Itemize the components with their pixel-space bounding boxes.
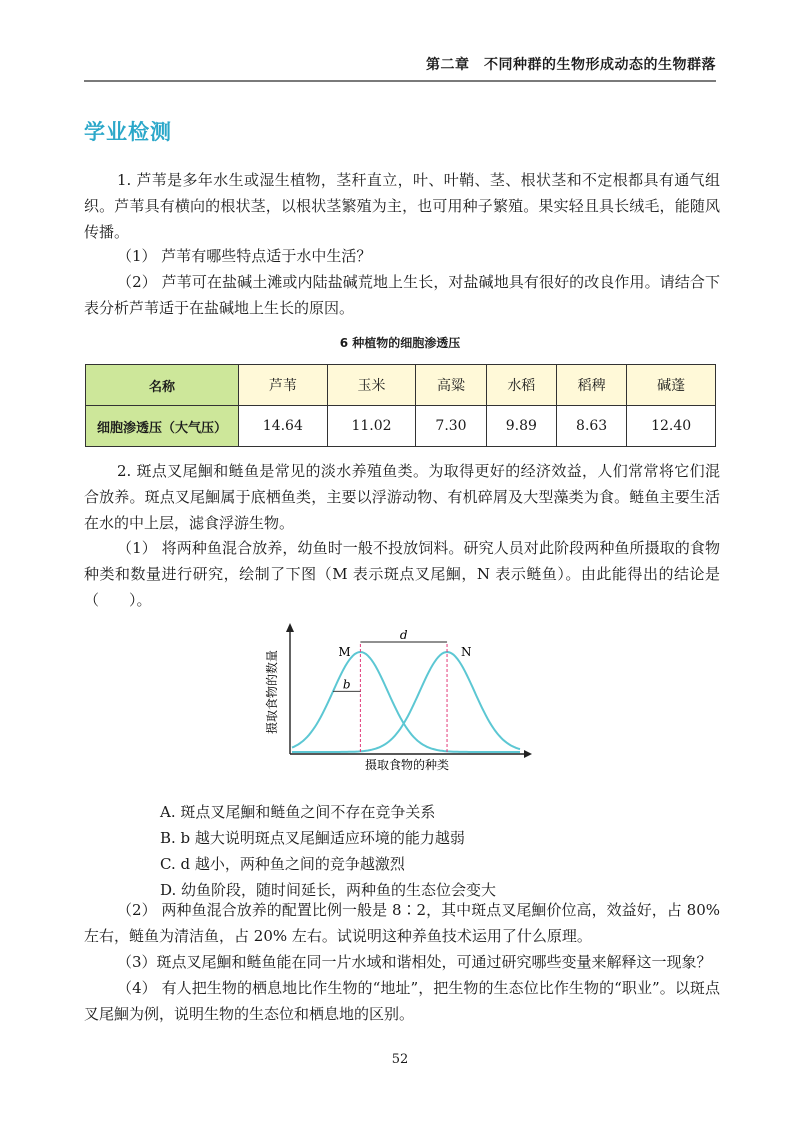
table-caption: 6 种植物的细胞渗透压 [339, 336, 461, 350]
option-b: B. b 越大说明斑点叉尾鮰适应环境的能力越弱 [160, 829, 465, 847]
plant-name: 玉米 [327, 365, 416, 406]
plant-name: 碱蓬 [627, 365, 716, 406]
series-label-m: M [338, 645, 351, 659]
q2-sub2: （2） 两种鱼混合放养的配置比例一般是 8∶2，其中斑点叉尾鮰价位高，效益好，占 80%左右，鲢鱼为清洁鱼，占 20% 左右。试说明这种养鱼技术运用了什么原理。 [84, 901, 720, 945]
q2-sub3: （3）斑点叉尾鮰和鲢鱼能在同一片水域和谐相处，可通过研究哪些变量来解释这一现象？ [117, 953, 712, 971]
plant-name: 高粱 [416, 365, 486, 406]
table-value-row [86, 406, 716, 447]
section-title: 学业检测 [84, 120, 172, 144]
pressure-value: 11.02 [327, 406, 416, 447]
plant-name: 稻稗 [556, 365, 626, 406]
plant-name: 水稻 [486, 365, 556, 406]
y-axis-label: 摄取食物的数量 [265, 649, 279, 735]
b-label: b [342, 677, 351, 692]
osmotic-pressure-table [85, 364, 716, 447]
pressure-value: 8.63 [556, 406, 626, 447]
q2-sub4: （4） 有人把生物的栖息地比作生物的“地址”，把生物的生态位比作生物的“职业”。以斑点叉尾鮰为例，说明生物的生态位和栖息地的区别。 [84, 979, 720, 1023]
chapter-header: 第二章 不同种群的生物形成动态的生物群落 [426, 57, 716, 73]
header-label: 名称 [86, 365, 239, 406]
q1-intro: 1. 芦苇是多年水生或湿生植物，茎秆直立，叶、叶鞘、茎、根状茎和不定根都具有通气组织。芦苇具有横向的根状茎，以根状茎繁殖为主，也可用种子繁殖。果实轻且具长绒毛，能随风传播。 [84, 171, 720, 241]
q2-sub1: （1） 将两种鱼混合放养，幼鱼时一般不投放饲料。研究人员对此阶段两种鱼所摄取的食物种类和数量进行研究，绘制了下图（M 表示斑点叉尾鮰，N 表示鲢鱼）。由此能得出的结论是（ ）。 [84, 539, 720, 609]
header-divider [84, 80, 716, 82]
option-d: D. 幼鱼阶段，随时间延长，两种鱼的生态位会变大 [160, 881, 497, 899]
feeding-chart [262, 622, 532, 772]
option-c: C. d 越小，两种鱼之间的竞争越激烈 [160, 855, 405, 873]
x-axis-arrow [524, 750, 532, 758]
q2-intro: 2. 斑点叉尾鮰和鲢鱼是常见的淡水养殖鱼类。为取得更好的经济效益，人们常常将它们混合放养。斑点叉尾鮰属于底栖鱼类，主要以浮游动物、有机碎屑及大型藻类为食。鲢鱼主要生活在水的中上层，滤食浮游生物。 [84, 462, 720, 532]
pressure-value: 12.40 [627, 406, 716, 447]
pressure-value: 14.64 [239, 406, 328, 447]
table-header-row [86, 365, 716, 406]
pressure-value: 9.89 [486, 406, 556, 447]
y-axis-arrow [286, 623, 294, 632]
page-number: 52 [391, 1052, 409, 1067]
curve-n [292, 652, 520, 752]
q1-sub2: （2） 芦苇可在盐碱土滩或内陆盐碱荒地上生长，对盐碱地具有很好的改良作用。请结合下表分析芦苇适于在盐碱地上生长的原因。 [84, 273, 720, 317]
d-label: d [399, 628, 408, 642]
q1-sub1: （1） 芦苇有哪些特点适于水中生活？ [117, 247, 372, 265]
option-a: A. 斑点叉尾鮰和鲢鱼之间不存在竞争关系 [160, 803, 436, 821]
curve-m [292, 652, 520, 752]
row-label: 细胞渗透压（大气压） [86, 406, 239, 447]
x-axis-label: 摄取食物的种类 [364, 758, 450, 772]
plant-name: 芦苇 [239, 365, 328, 406]
series-label-n: N [461, 645, 472, 659]
pressure-value: 7.30 [416, 406, 486, 447]
